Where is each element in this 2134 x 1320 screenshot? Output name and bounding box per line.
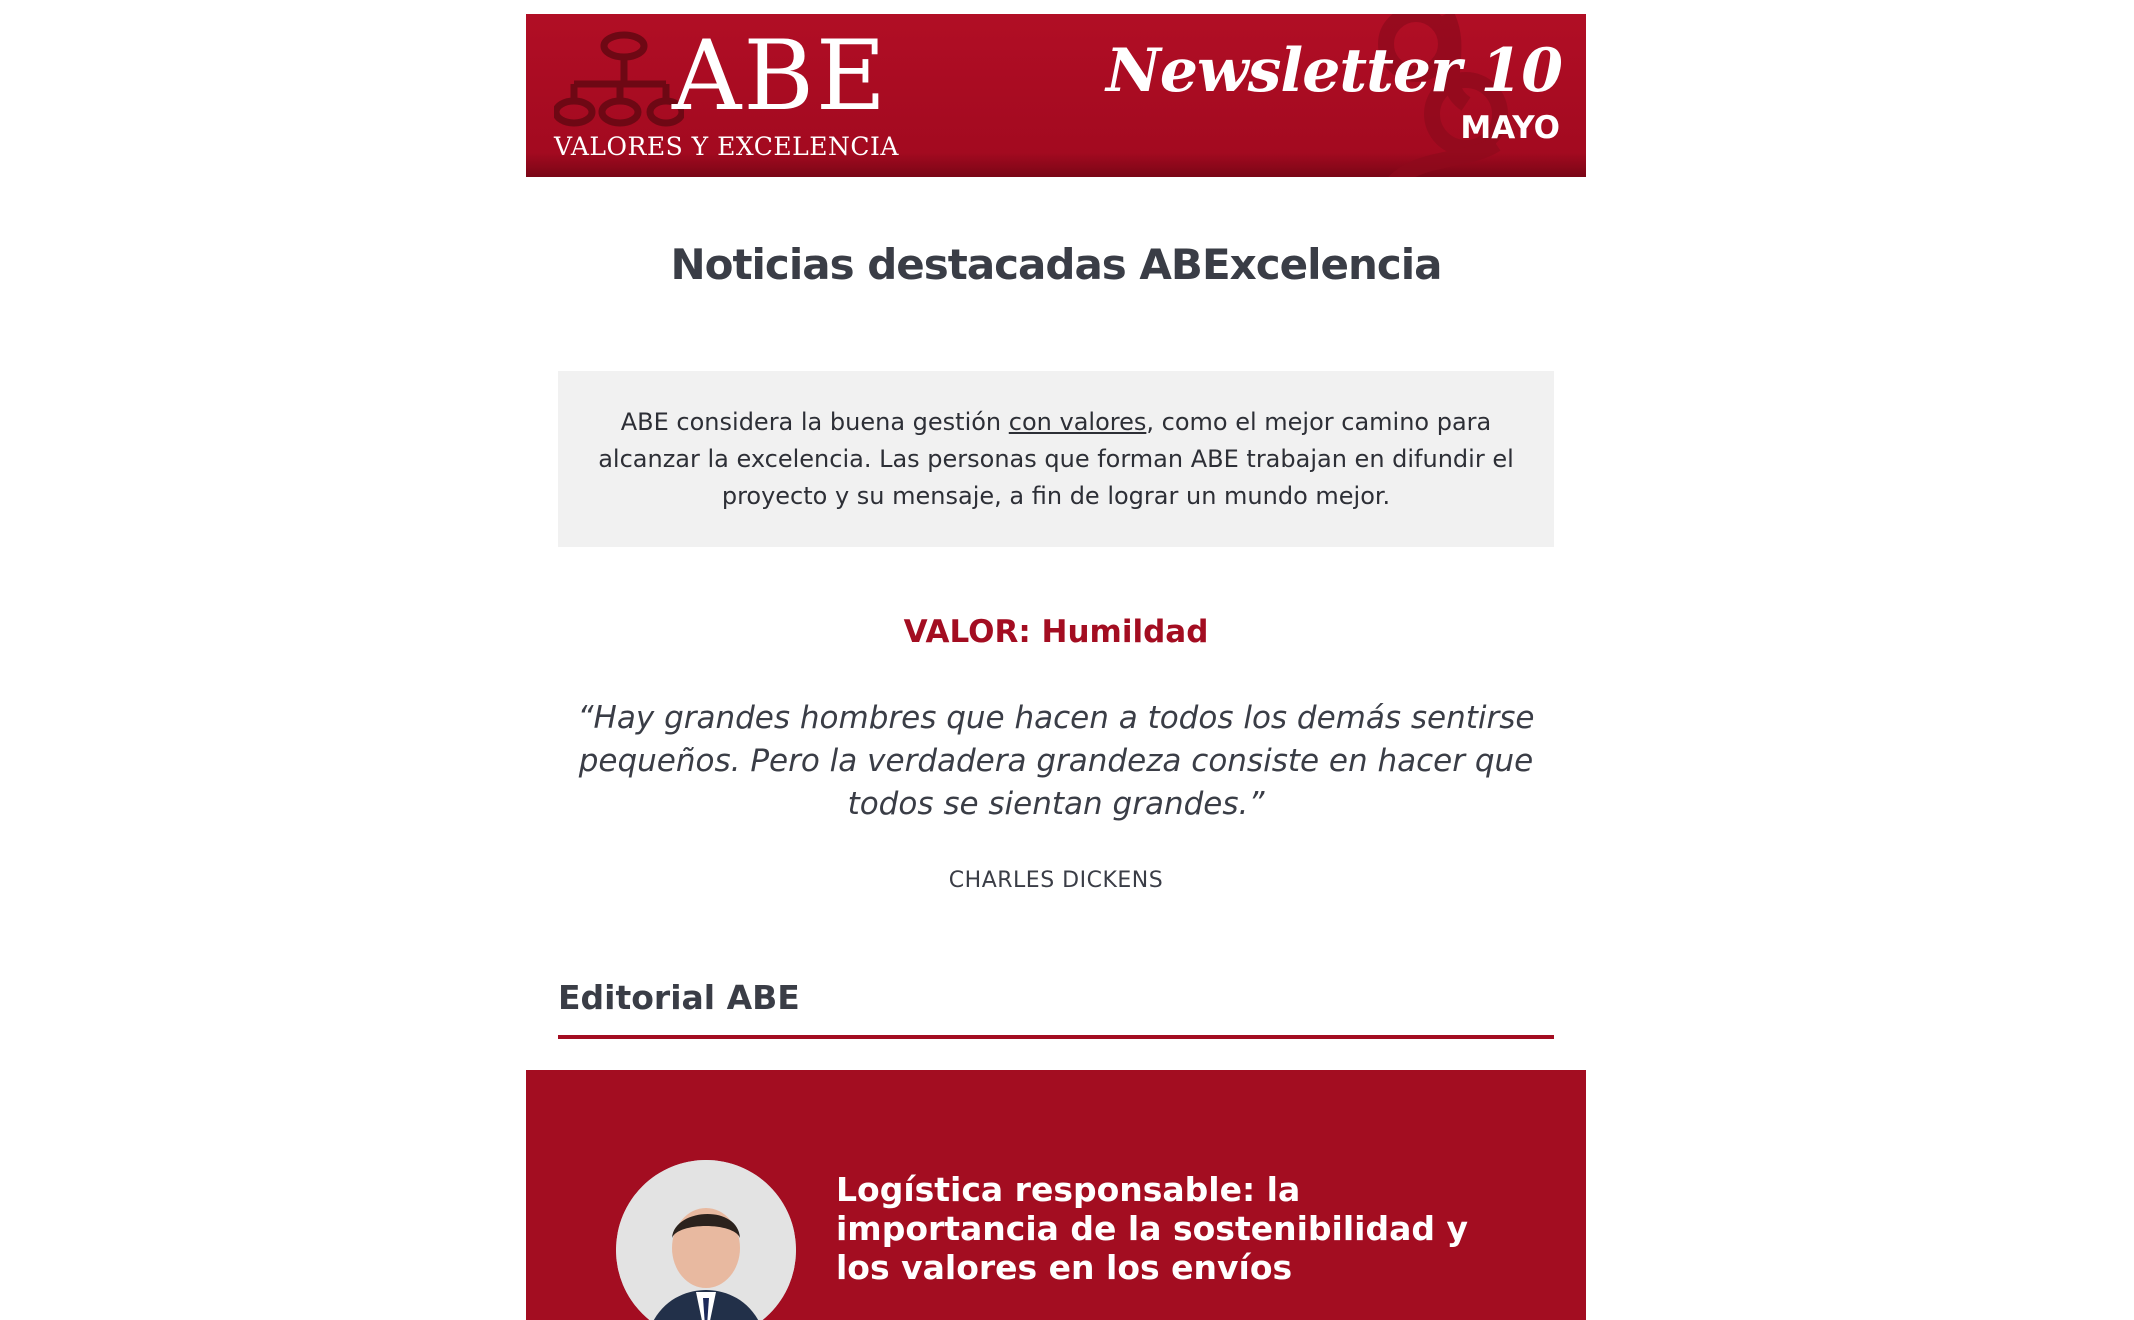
newsletter-container [526,14,1586,1287]
newsletter-title: Newsletter 10 [1105,36,1562,106]
author-avatar [616,1160,796,1320]
section-divider [558,1035,1554,1039]
logo-tagline: VALORES Y EXCELENCIA [554,132,899,161]
intro-text-start: ABE considera la buena gestión [620,408,1009,436]
intro-box [558,371,1554,547]
editorial-article-title[interactable]: Logística responsable: la importancia de la sostenibilidad y los valores en los envíos [836,1170,1468,1287]
newsletter-month: MAYO [1460,110,1560,146]
valor-title: VALOR: Humildad [903,614,1209,650]
quote-author: CHARLES DICKENS [948,868,1164,893]
logo-icon [554,24,684,134]
person-portrait-icon [616,1160,796,1320]
logo-text: ABE [672,20,888,132]
section-title-editorial: Editorial ABE [558,978,800,1017]
valor-quote: “Hay grandes hombres que hacen a todos los demás sentirse pequeños. Pero la verdadera grandeza consiste en hacer que todos se sientan grandes.” [577,700,1535,822]
page-title: Noticias destacadas ABExcelencia [670,240,1442,289]
con-valores-link[interactable]: con valores [1008,408,1147,436]
header-banner [526,14,1586,177]
editorial-card[interactable] [526,1070,1586,1320]
intro-text-end: , como el mejor camino para alcanzar la excelencia. Las personas que forman ABE trabajan en difundir el proyecto y su mensaje, a fin de lograr un mundo mejor. [598,408,1514,510]
